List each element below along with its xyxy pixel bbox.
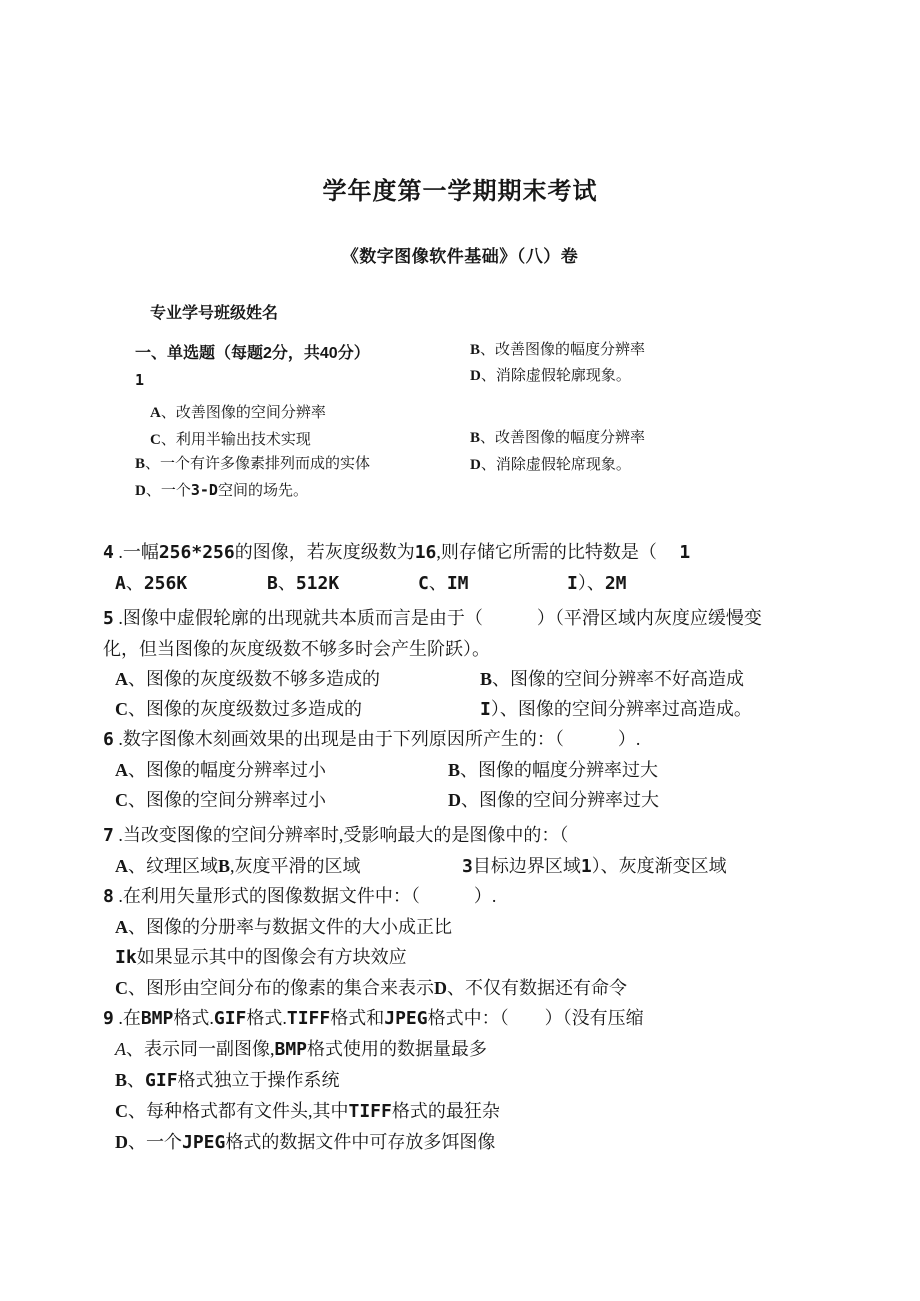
question-6-options-row1 <box>115 755 920 785</box>
question-5-stem-line2: 化，但当图像的灰度级数不够多时会产生阶跃）。 <box>103 639 490 659</box>
section-one <box>0 335 920 501</box>
question-4-stem: 4 .一幅256*256的图像，若灰度级数为16,则存储它所需的比特数是（ 1 <box>103 542 691 563</box>
q5-option-d: I）、图像的空间分辨率过高造成。 <box>480 699 752 720</box>
q4-option-a: A、256K <box>115 573 188 594</box>
q9-option-b: B、GIF格式独立于操作系统 <box>115 1070 340 1091</box>
q6-option-b: B、图像的幅度分辨率过大 <box>448 760 659 780</box>
q5-option-c: C、图像的灰度级数过多造成的 <box>115 699 362 719</box>
q1-option-b: B、一个有许多像素排列而成的实体 <box>135 456 371 472</box>
section-one-heading: 一、单选题（每题2分，共40分） <box>135 345 370 362</box>
q7-option-cd: 3目标边界区域1）、灰度渐变区域 <box>462 856 727 877</box>
student-info-line: 专业学号班级姓名 <box>150 305 279 322</box>
questions-block <box>103 537 920 1158</box>
q4-option-c: C、IM <box>418 573 469 594</box>
q3-option-b: B、改善图像的幅度分辨率 <box>470 430 646 446</box>
question-6-stem: 6 .数字图像木刻画效果的出现是由于下列原因所产生的：（ ）. <box>103 729 641 750</box>
question-1-number: 1 <box>135 371 145 389</box>
q9-option-d: D、一个JPEG格式的数据文件中可存放多饵图像 <box>115 1132 496 1153</box>
question-5-stem-line1: 5 .图像中虚假轮廓的出现就共本质而言是由于（ ）（平滑区域内灰度应缓慢变 <box>103 608 762 629</box>
q8-option-cd: C、图形由空间分布的像素的集合来表示D、不仅有数据还有命令 <box>115 978 627 998</box>
question-7-options-row <box>115 851 920 881</box>
q6-option-c: C、图像的空间分辨率过小 <box>115 790 326 810</box>
q3-option-d: D、消除虚假轮席现象。 <box>470 457 631 473</box>
q4-option-b: B、512K <box>267 573 340 594</box>
q2-option-b: B、改善图像的幅度分辨率 <box>470 342 646 358</box>
q7-option-ab: A、纹理区域B,灰度平滑的区域 <box>115 856 361 876</box>
q1-option-c: C、利用半输出技术实现 <box>150 432 311 448</box>
question-4-options <box>103 568 920 598</box>
q2-option-d: D、消除虚假轮廓现象。 <box>470 368 631 384</box>
q5-option-a: A、图像的灰度级数不够多造成的 <box>115 669 380 689</box>
q5-option-b: B、图像的空间分辨率不好高造成 <box>480 669 745 689</box>
q1-option-d: D、一个3-D空间的场先。 <box>135 481 308 499</box>
q1-option-a: A、改善图像的空间分辨率 <box>150 405 326 421</box>
q9-option-c: C、每种格式都有文件头,其中TIFF格式的最狂杂 <box>115 1101 500 1122</box>
q9-option-a: A、表示同一副图像,BMP格式使用的数据量最多 <box>115 1039 488 1060</box>
question-7-stem: 7 .当改变图像的空间分辨率时,受影响最大的是图像中的：（ <box>103 825 569 846</box>
question-8-stem: 8 .在利用矢量形式的图像数据文件中：（ ）. <box>103 886 497 907</box>
q8-option-b: Ik如果显示其中的图像会有方块效应 <box>115 947 407 968</box>
exam-subtitle: 《数字图像软件基础》（八）卷 <box>341 247 579 266</box>
question-5-options-row2 <box>115 694 920 724</box>
question-6-options-row2 <box>115 785 920 815</box>
question-9-stem: 9 .在BMP格式.GIF格式.TIFF格式和JPEG格式中：（ ）（没有压缩 <box>103 1008 644 1029</box>
q6-option-d: D、图像的空间分辨率过大 <box>448 790 659 810</box>
q8-option-a: A、图像的分册率与数据文件的大小成正比 <box>115 917 452 937</box>
question-5-options-row1 <box>115 664 920 694</box>
q4-option-d: I）、2M <box>567 573 627 594</box>
q6-option-a: A、图像的幅度分辨率过小 <box>115 760 326 780</box>
exam-title: 学年度第一学期期末考试 <box>322 178 598 205</box>
